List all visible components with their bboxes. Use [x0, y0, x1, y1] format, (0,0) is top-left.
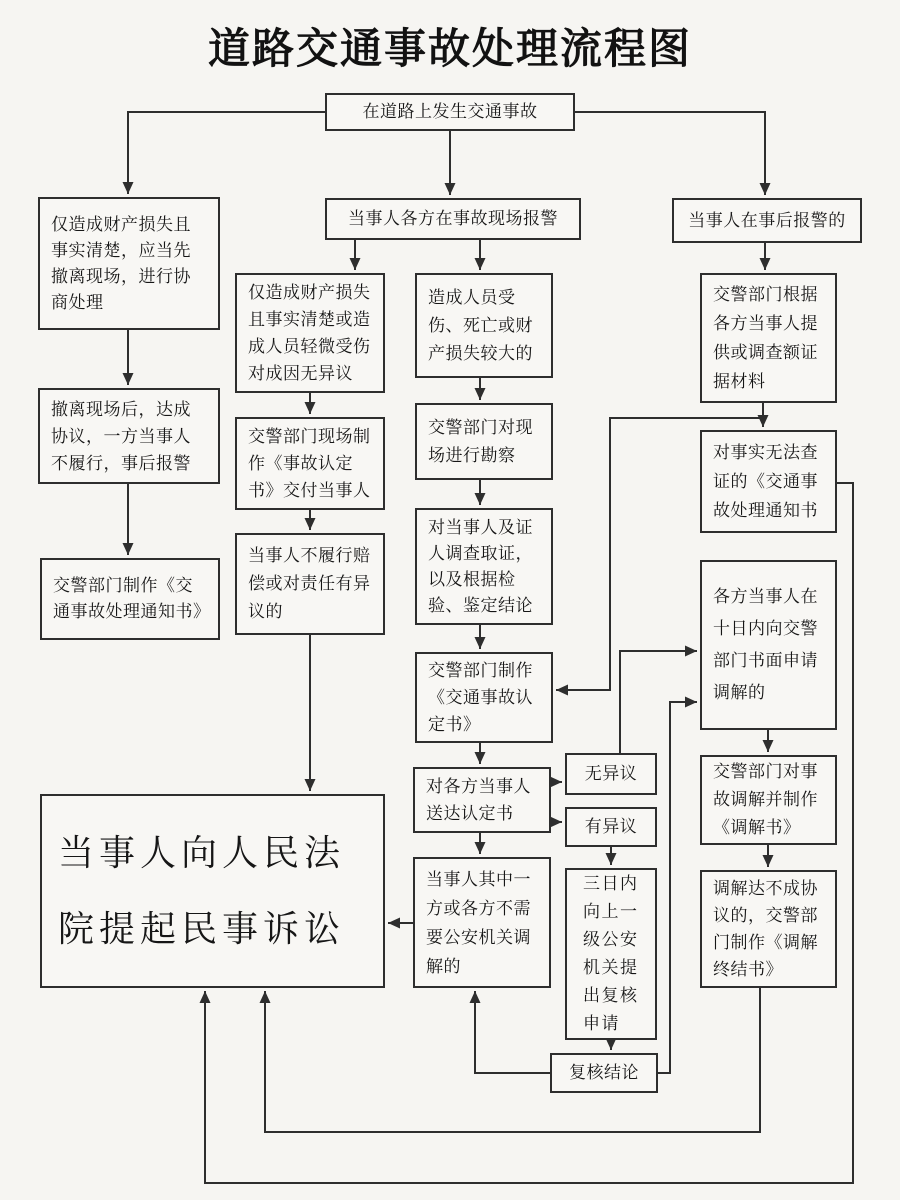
node-police-mediate: 交警部门对事故调解并制作《调解书》	[700, 755, 837, 845]
node-scene-survey: 交警部门对现场进行勘察	[415, 403, 553, 480]
node-collect-evidence: 交警部门根据各方当事人提供或调查额证据材料	[700, 273, 837, 403]
conn-noobjection-to-apply-mediation	[620, 651, 697, 753]
node-accident-occurs: 在道路上发生交通事故	[325, 93, 575, 131]
node-minor-loss-no-dispute: 仅造成财产损失且事实清楚或造成人员轻微受伤对成因无异议	[235, 273, 385, 393]
conn-start-to-right-branch	[575, 112, 765, 195]
node-report-afterwards: 当事人在事后报警的	[672, 198, 862, 243]
conn-failed-to-lawsuit	[265, 988, 760, 1132]
conn-conclusion-to-nomediation	[475, 991, 550, 1073]
node-property-loss-negotiate: 仅造成财产损失且事实清楚，应当先撤离现场，进行协商处理	[38, 197, 220, 330]
node-unverifiable-notice: 对事实无法查证的《交通事故处理通知书	[700, 430, 837, 533]
node-onsite-statement-delivered: 交警部门现场制作《事故认定书》交付当事人	[235, 417, 385, 510]
node-report-at-scene: 当事人各方在事故现场报警	[325, 198, 581, 240]
node-no-objection: 无异议	[565, 753, 657, 795]
node-injury-death-large-loss: 造成人员受伤、死亡或财产损失较大的	[415, 273, 553, 378]
node-police-handling-notice: 交警部门制作《交通事故处理通知书》	[40, 558, 220, 640]
node-refuse-compensation-dispute: 当事人不履行赔偿或对责任有异议的	[235, 533, 385, 635]
node-mediation-failed: 调解达不成协议的，交警部门制作《调解终结书》	[700, 870, 837, 988]
node-make-accident-statement: 交警部门制作《交通事故认定书》	[415, 652, 553, 743]
node-review-application: 三日内向上一级公安机关提出复核申请	[565, 868, 657, 1040]
node-no-mediation-needed: 当事人其中一方或各方不需要公安机关调解的	[413, 857, 551, 988]
node-leave-scene-agreement-broken: 撤离现场后，达成协议，一方当事人不履行，事后报警	[38, 388, 220, 484]
node-deliver-statement: 对各方当事人送达认定书	[413, 767, 551, 833]
node-investigate-evidence: 对当事人及证人调查取证，以及根据检验、鉴定结论	[415, 508, 553, 625]
conn-conclusion-to-apply-mediation	[658, 702, 697, 1073]
page-title: 道路交通事故处理流程图	[207, 25, 692, 72]
node-objection: 有异议	[565, 807, 657, 847]
node-apply-mediation: 各方当事人在十日内向交警部门书面申请调解的	[700, 560, 837, 730]
conn-start-to-left-branch	[128, 112, 325, 194]
node-review-conclusion: 复核结论	[550, 1053, 658, 1093]
node-civil-lawsuit: 当事人向人民法院提起民事诉讼	[40, 794, 385, 988]
